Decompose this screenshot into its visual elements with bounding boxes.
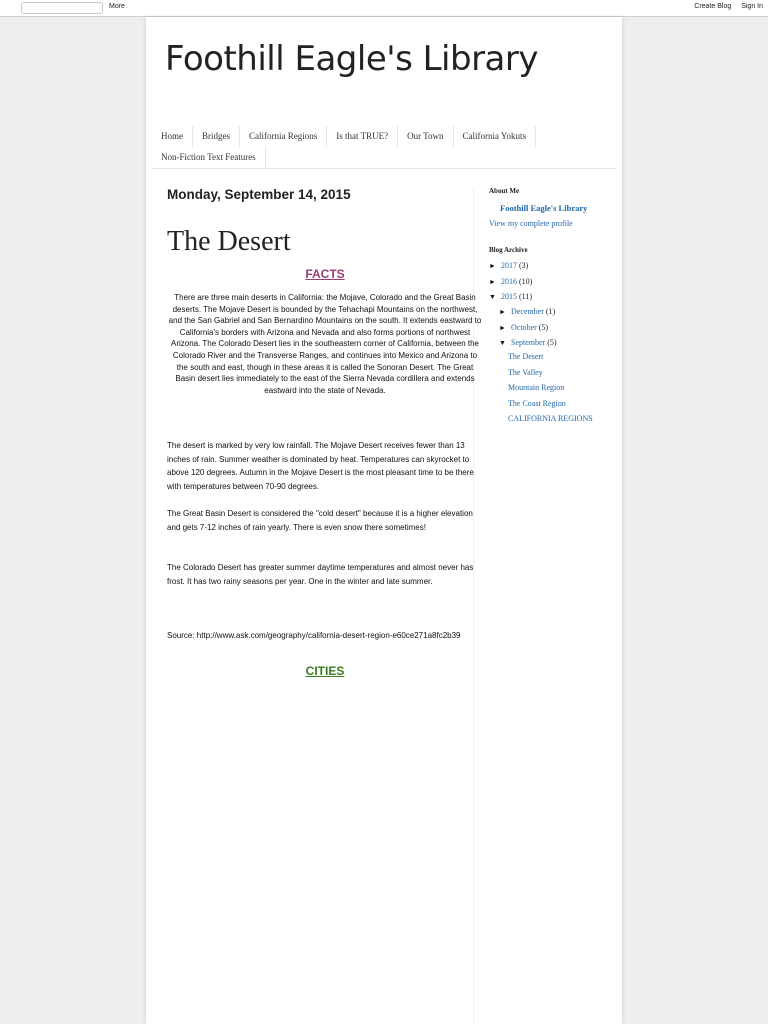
sign-in-link[interactable]: Sign In bbox=[741, 3, 763, 10]
archive-post-link[interactable]: The Desert bbox=[508, 352, 544, 361]
tab-is-that-true[interactable]: Is that TRUE? bbox=[327, 126, 398, 147]
facts-heading-text: FACTS bbox=[305, 267, 345, 281]
archive-month-december bbox=[499, 307, 555, 316]
page-tabs bbox=[152, 126, 616, 169]
tab-non-fiction-text-features[interactable]: Non-Fiction Text Features bbox=[152, 147, 266, 168]
great-basin-paragraph: The Great Basin Desert is considered the "cold desert" because it is a higher elevation and gets 7-12 inches of rain yearly. There is even snow there sometimes! bbox=[167, 509, 473, 532]
about-me-heading: About Me bbox=[489, 187, 520, 195]
colorado-paragraph: The Colorado Desert has greater summer daytime temperatures and almost never has frost. It has two rainy seasons per year. One in the winter and late summer. bbox=[167, 563, 474, 586]
blog-title[interactable]: Foothill Eagle's Library bbox=[165, 39, 538, 79]
tab-california-regions[interactable]: California Regions bbox=[240, 126, 327, 147]
collapse-arrow-icon[interactable]: ▼ bbox=[489, 293, 496, 301]
archive-month-october bbox=[499, 323, 548, 332]
intro-paragraph: There are three main deserts in California: the Mojave, Colorado and the Great Basin deserts. The Mojave Desert is bounded by the Tehachapi Mountains on the northwest, and the San Gabriel and San Bernardino Mountains on the south. It extends eastward to California's borders with Arizona and Nevada and also forms portions of northwest Arizona. The Colorado Desert lies in the southeastern corner of California, between the Colorado River and the Transverse Ranges, and continues into Mexico and Arizona to the south and east, though in these areas it is called the Sonoran Desert. The Great Basin desert lies immediately to the east of the Sierra Nevada cordillera and extends eastward into the state of Nevada. bbox=[168, 293, 482, 395]
cities-heading-text: CITIES bbox=[305, 664, 345, 678]
tab-california-yokuts[interactable]: California Yokuts bbox=[454, 126, 537, 147]
archive-month-september bbox=[499, 338, 557, 347]
blog-container bbox=[146, 17, 622, 1024]
archive-count: (3) bbox=[519, 261, 529, 270]
archive-december-link[interactable]: December bbox=[511, 307, 544, 316]
blog-archive-heading: Blog Archive bbox=[489, 246, 528, 254]
navbar-right-links bbox=[686, 3, 763, 10]
archive-post-link[interactable]: CALIFORNIA REGIONS bbox=[508, 414, 593, 423]
date-header: Monday, September 14, 2015 bbox=[167, 187, 351, 202]
more-link[interactable]: More bbox=[109, 3, 125, 10]
archive-september-link[interactable]: September bbox=[511, 338, 546, 347]
archive-post-link[interactable]: The Coast Region bbox=[508, 399, 566, 408]
archive-post-link[interactable]: Mountain Region bbox=[508, 383, 565, 392]
rainfall-paragraph: The desert is marked by very low rainfall. The Mojave Desert receives fewer than 13 inches of rain. Summer weather is dominated by heat. Temperatures can skyrocket to above 120 degrees. Autumn in the Mojave Desert is the most pleasant time to be there with temperatures between 70-90 degrees. bbox=[167, 441, 474, 491]
archive-count: (10) bbox=[519, 277, 533, 286]
tab-row-1 bbox=[152, 126, 616, 147]
source-paragraph: Source: http://www.ask.com/geography/california-desert-region-e60ce271a8fc2b39 bbox=[167, 631, 461, 640]
search-input[interactable] bbox=[21, 2, 103, 14]
archive-2015-link[interactable]: 2015 bbox=[501, 292, 517, 301]
archive-year-2016 bbox=[489, 277, 532, 286]
view-profile-link[interactable]: View my complete profile bbox=[489, 219, 573, 228]
archive-2016-link[interactable]: 2016 bbox=[501, 277, 517, 286]
archive-post-link[interactable]: The Valley bbox=[508, 368, 543, 377]
tab-bridges[interactable]: Bridges bbox=[193, 126, 240, 147]
archive-2017-link[interactable]: 2017 bbox=[501, 261, 517, 270]
tab-home[interactable]: Home bbox=[152, 126, 193, 147]
tab-row-2 bbox=[152, 147, 616, 169]
archive-count: (5) bbox=[538, 323, 549, 332]
expand-arrow-icon[interactable]: ► bbox=[499, 308, 506, 316]
archive-count: (1) bbox=[545, 307, 556, 316]
cities-heading bbox=[167, 664, 483, 678]
archive-year-2017 bbox=[489, 261, 528, 270]
tab-our-town[interactable]: Our Town bbox=[398, 126, 453, 147]
collapse-arrow-icon[interactable]: ▼ bbox=[499, 339, 506, 347]
create-blog-link[interactable]: Create Blog bbox=[694, 3, 732, 10]
archive-count: (5) bbox=[547, 338, 557, 347]
author-link[interactable]: Foothill Eagle's Library bbox=[500, 203, 588, 213]
archive-year-2015 bbox=[489, 292, 532, 301]
expand-arrow-icon[interactable]: ► bbox=[489, 278, 496, 286]
facts-heading bbox=[167, 267, 483, 281]
expand-arrow-icon[interactable]: ► bbox=[499, 324, 506, 332]
post-title[interactable]: The Desert bbox=[167, 226, 291, 257]
archive-count: (11) bbox=[519, 292, 533, 301]
blogger-navbar bbox=[0, 0, 768, 17]
expand-arrow-icon[interactable]: ► bbox=[489, 262, 496, 270]
archive-october-link[interactable]: October bbox=[511, 323, 537, 332]
